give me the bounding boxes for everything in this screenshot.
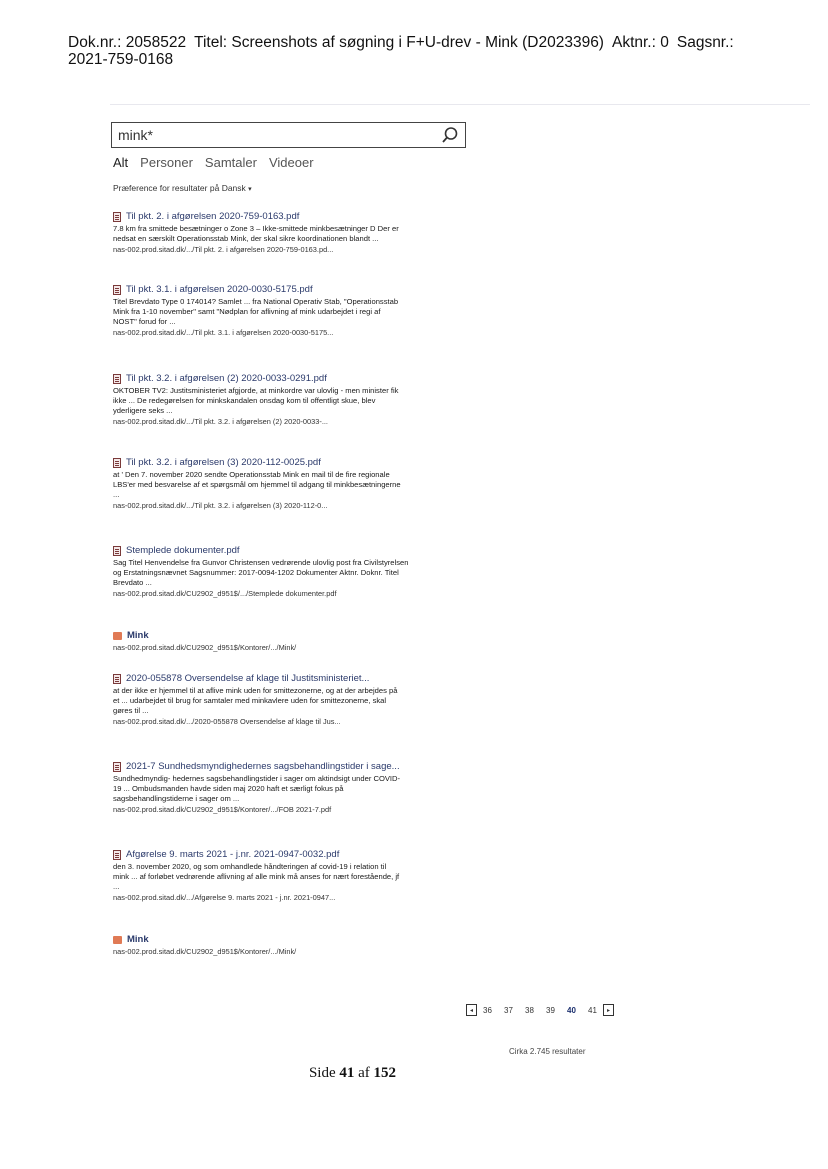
pdf-file-icon [113, 850, 121, 860]
snippet-line: gøres til ... [113, 706, 149, 715]
result-path: nas-002.prod.sitad.dk/CU2902_d951$/Kontorer/.../Mink/ [113, 947, 297, 956]
result-path: nas-002.prod.sitad.dk/.../Til pkt. 2. i afgørelsen 2020-759-0163.pd... [113, 245, 334, 254]
pdf-file-icon [113, 374, 121, 384]
result-count: Cirka 2.745 resultater [509, 1047, 586, 1056]
snippet-line: sagsbehandlingstiderne i sager om ... [113, 794, 240, 803]
snippet-line: Sag Titel Henvendelse fra Gunvor Christensen vedrørende ulovlig post fra Civilstyrelsen [113, 558, 409, 567]
snippet-line: at ' Den 7. november 2020 sendte Operationsstab Mink en mail til de fire regionale [113, 470, 390, 479]
snippet-line: OKTOBER TV2: Justitsministeriet afgjorde, at minkordre var ulovlig - men minister fik [113, 386, 399, 395]
snippet-line: den 3. november 2020, og som omhandlede håndteringen af covid-19 i relation til [113, 862, 387, 871]
result-title-link[interactable]: 2020-055878 Oversendelse af klage til Justitsministeriet... [126, 673, 370, 684]
page-link[interactable]: 36 [483, 1005, 492, 1015]
result-snippet [113, 224, 473, 244]
snippet-line: NOST" forud for ... [113, 317, 176, 326]
tab-people[interactable]: Personer [140, 155, 193, 170]
document-header [68, 34, 798, 68]
preference-language[interactable]: Dansk [221, 183, 246, 193]
snippet-line: LBS'er med besvarelse af et spørgsmål om hjemmel til adgang til minkbesætningerne [113, 480, 401, 489]
search-input[interactable] [118, 125, 438, 145]
snippet-line: nedsat en særskilt Operationsstab Mink, der skal sikre koordinationen blandt ... [113, 234, 379, 243]
snippet-line: Brevdato ... [113, 578, 152, 587]
page-link[interactable]: 39 [546, 1005, 555, 1015]
result-title-link[interactable]: Mink [127, 630, 149, 641]
result-title-link[interactable]: Afgørelse 9. marts 2021 - j.nr. 2021-0947-0032.pdf [126, 849, 340, 860]
pdf-file-icon [113, 762, 121, 772]
result-title-link[interactable]: Stemplede dokumenter.pdf [126, 545, 240, 556]
result-path: nas-002.prod.sitad.dk/.../Til pkt. 3.2. i afgørelsen (2) 2020-0033-... [113, 417, 328, 426]
language-preference[interactable] [113, 183, 252, 193]
pdf-file-icon [113, 674, 121, 684]
result-snippet [113, 470, 473, 500]
result-path: nas-002.prod.sitad.dk/.../Afgørelse 9. marts 2021 - j.nr. 2021-0947... [113, 893, 336, 902]
next-page-button[interactable]: ▸ [603, 1004, 614, 1016]
search-result-item[interactable] [113, 283, 473, 337]
result-title-link[interactable]: Til pkt. 3.1. i afgørelsen 2020-0030-5175.pdf [126, 284, 313, 295]
result-path: nas-002.prod.sitad.dk/CU2902_d951$/.../Stemplede dokumenter.pdf [113, 589, 337, 598]
search-result-item[interactable] [113, 210, 473, 254]
result-title-link[interactable]: Mink [127, 934, 149, 945]
folder-icon [113, 936, 122, 944]
case-number: 2021-759-0168 [68, 51, 174, 68]
result-path: nas-002.prod.sitad.dk/.../Til pkt. 3.1. i afgørelsen 2020-0030-5175... [113, 328, 334, 337]
pdf-file-icon [113, 458, 121, 468]
footer-of: af [358, 1065, 370, 1081]
tab-conversations[interactable]: Samtaler [204, 155, 257, 170]
snippet-line: yderligere seks ... [113, 406, 173, 415]
snippet-line: og Erstatningsnævnet Sagsnummer: 2017-0094-1202 Dokumenter Aktnr. Doknr. Titel [113, 568, 399, 577]
result-path: nas-002.prod.sitad.dk/CU2902_d951$/Kontorer/.../FOB 2021-7.pdf [113, 805, 332, 814]
prev-page-button[interactable]: ◂ [466, 1004, 477, 1016]
result-title-link[interactable]: Til pkt. 3.2. i afgørelsen (2) 2020-0033-0291.pdf [126, 373, 327, 384]
divider [110, 104, 810, 105]
snippet-line: ikke ... De redegørelsen for minkskandalen onsdag kom til offentligt skue, blev [113, 396, 376, 405]
snippet-line: ... [113, 882, 120, 891]
result-snippet [113, 774, 473, 804]
search-result-item[interactable] [113, 933, 473, 956]
result-snippet [113, 297, 473, 327]
doc-title: Titel: Screenshots af søgning i F+U-drev - Mink (D2023396) [194, 34, 604, 51]
result-title-link[interactable]: Til pkt. 2. i afgørelsen 2020-759-0163.pdf [126, 211, 300, 222]
search-result-item[interactable] [113, 629, 473, 652]
snippet-line: at der ikke er hjemmel til at aflive mink uden for smittezonerne, og at der arbejdes på [113, 686, 398, 695]
snippet-line: ... [113, 490, 120, 499]
current-page[interactable]: 40 [567, 1005, 576, 1015]
case-number-label: Sagsnr.: [676, 34, 734, 51]
search-result-item[interactable] [113, 456, 473, 510]
result-title-link[interactable]: 2021-7 Sundhedsmyndighedernes sagsbehandlingstider i sage... [126, 761, 400, 772]
snippet-line: 19 ... Ombudsmanden havde siden maj 2020 haft et særligt fokus på [113, 784, 344, 793]
result-snippet [113, 862, 473, 892]
search-result-item[interactable] [113, 372, 473, 426]
footer-total: 152 [373, 1065, 397, 1081]
result-snippet [113, 386, 473, 416]
search-result-item[interactable] [113, 544, 473, 598]
snippet-line: 7.8 km fra smittede besætninger o Zone 3 – Ikke-smittede minkbesætninger D Der er [113, 224, 399, 233]
snippet-line: mink ... af forløbet vedrørende aflivning af alle mink må anses for nært forestående, jf [113, 872, 400, 881]
search-box[interactable] [111, 122, 466, 148]
search-tabs [113, 155, 314, 170]
pdf-file-icon [113, 285, 121, 295]
doc-number: Dok.nr.: 2058522 [68, 34, 187, 51]
page-footer [0, 1065, 705, 1082]
page-link[interactable]: 37 [504, 1005, 513, 1015]
page-link[interactable]: 41 [588, 1005, 597, 1015]
chevron-down-icon[interactable]: ▾ [248, 186, 252, 193]
tab-all[interactable]: Alt [113, 155, 129, 170]
snippet-line: Sundhedmyndig- hedernes sagsbehandlingstider i sager om aktindsigt under COVID- [113, 774, 401, 783]
result-snippet [113, 686, 473, 716]
snippet-line: Mink fra 1-10 november" samt "Nødplan for aflivning af mink udarbejdet i regi af [113, 307, 381, 316]
result-path: nas-002.prod.sitad.dk/CU2902_d951$/Kontorer/.../Mink/ [113, 643, 297, 652]
result-snippet [113, 558, 473, 588]
preference-label: Præference for resultater på [113, 183, 220, 193]
search-icon[interactable] [441, 126, 459, 144]
search-result-item[interactable] [113, 848, 473, 902]
footer-prefix: Side [308, 1065, 336, 1081]
snippet-line: Titel Brevdato Type 0 174014? Samlet ... fra National Operativ Stab, "Operationsstab [113, 297, 399, 306]
act-number: Aktnr.: 0 [611, 34, 669, 51]
result-path: nas-002.prod.sitad.dk/.../2020-055878 Oversendelse af klage til Jus... [113, 717, 341, 726]
pdf-file-icon [113, 212, 121, 222]
page-link[interactable]: 38 [525, 1005, 534, 1015]
folder-icon [113, 632, 122, 640]
search-result-item[interactable] [113, 760, 473, 814]
result-path: nas-002.prod.sitad.dk/.../Til pkt. 3.2. i afgørelsen (3) 2020-112-0... [113, 501, 328, 510]
snippet-line: et ... udarbejdet til brug for samtaler med minkavlere uden for smittezonerne, skal [113, 696, 387, 705]
tab-videos[interactable]: Videoer [268, 155, 314, 170]
footer-page: 41 [339, 1065, 355, 1081]
pdf-file-icon [113, 546, 121, 556]
search-result-item[interactable] [113, 672, 473, 726]
pagination [466, 1004, 614, 1016]
result-title-link[interactable]: Til pkt. 3.2. i afgørelsen (3) 2020-112-0025.pdf [126, 457, 321, 468]
